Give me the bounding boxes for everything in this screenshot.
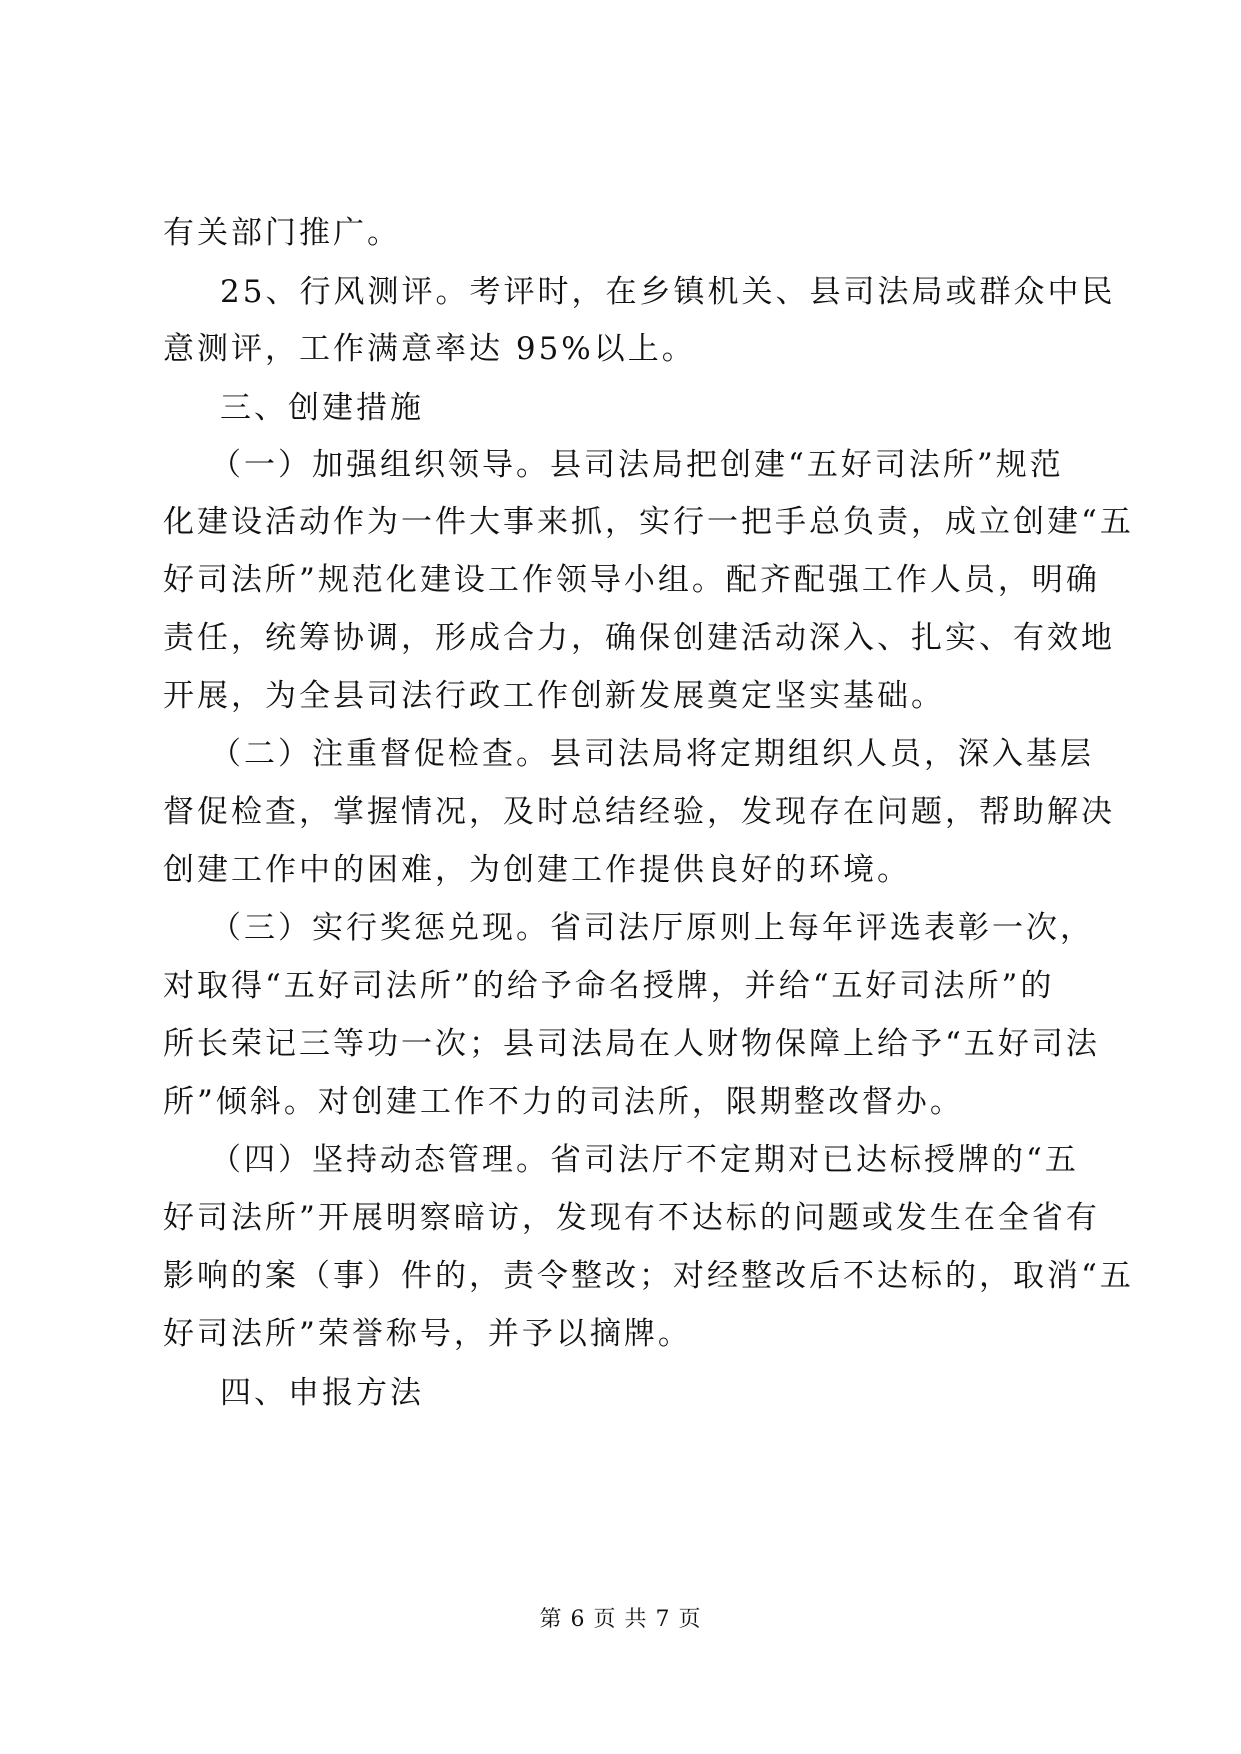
text-line: （四）坚持动态管理。省司法厅不定期对已达标授牌的“五 (210, 1142, 1079, 1178)
text-line: 意测评，工作满意率达 95%以上。 (163, 331, 696, 367)
text-line: 好司法所”规范化建设工作领导小组。配齐配强工作人员，明确 (163, 562, 1100, 598)
text-line: 好司法所”荣誉称号，并予以摘牌。 (163, 1316, 692, 1352)
text-line: 25、行风测评。考评时，在乡镇机关、县司法局或群众中民 (220, 274, 1116, 310)
text-line: （三）实行奖惩兑现。省司法厅原则上每年评选表彰一次， (210, 910, 1094, 946)
text-line: （一）加强组织领导。县司法局把创建“五好司法所”规范 (210, 447, 1064, 483)
section-heading: 四、申报方法 (220, 1375, 424, 1411)
text-line: 对取得“五好司法所”的给予命名授牌，并给“五好司法所”的 (163, 968, 1055, 1004)
text-line: 有关部门推广。 (163, 215, 401, 251)
text-line: 影响的案（事）件的，责令整改；对经整改后不达标的，取消“五 (163, 1258, 1134, 1294)
text-line: 责任，统筹协调，形成合力，确保创建活动深入、扎实、有效地 (163, 620, 1115, 656)
text-line: 所”倾斜。对创建工作不力的司法所，限期整改督办。 (163, 1084, 964, 1120)
text-line: 好司法所”开展明察暗访，发现有不达标的问题或发生在全省有 (163, 1200, 1100, 1236)
text-line: 创建工作中的困难，为创建工作提供良好的环境。 (163, 852, 911, 888)
section-heading: 三、创建措施 (220, 390, 424, 426)
text-line: 开展，为全县司法行政工作创新发展奠定坚实基础。 (163, 678, 945, 714)
text-line: 化建设活动作为一件大事来抓，实行一把手总负责，成立创建“五 (163, 504, 1134, 540)
text-line: 所长荣记三等功一次；县司法局在人财物保障上给予“五好司法 (163, 1026, 1100, 1062)
page-number-footer: 第 6 页 共 7 页 (539, 1607, 702, 1632)
text-line: （二）注重督促检查。县司法局将定期组织人员，深入基层 (210, 736, 1094, 772)
text-line: 督促检查，掌握情况，及时总结经验，发现存在问题，帮助解决 (163, 794, 1115, 830)
